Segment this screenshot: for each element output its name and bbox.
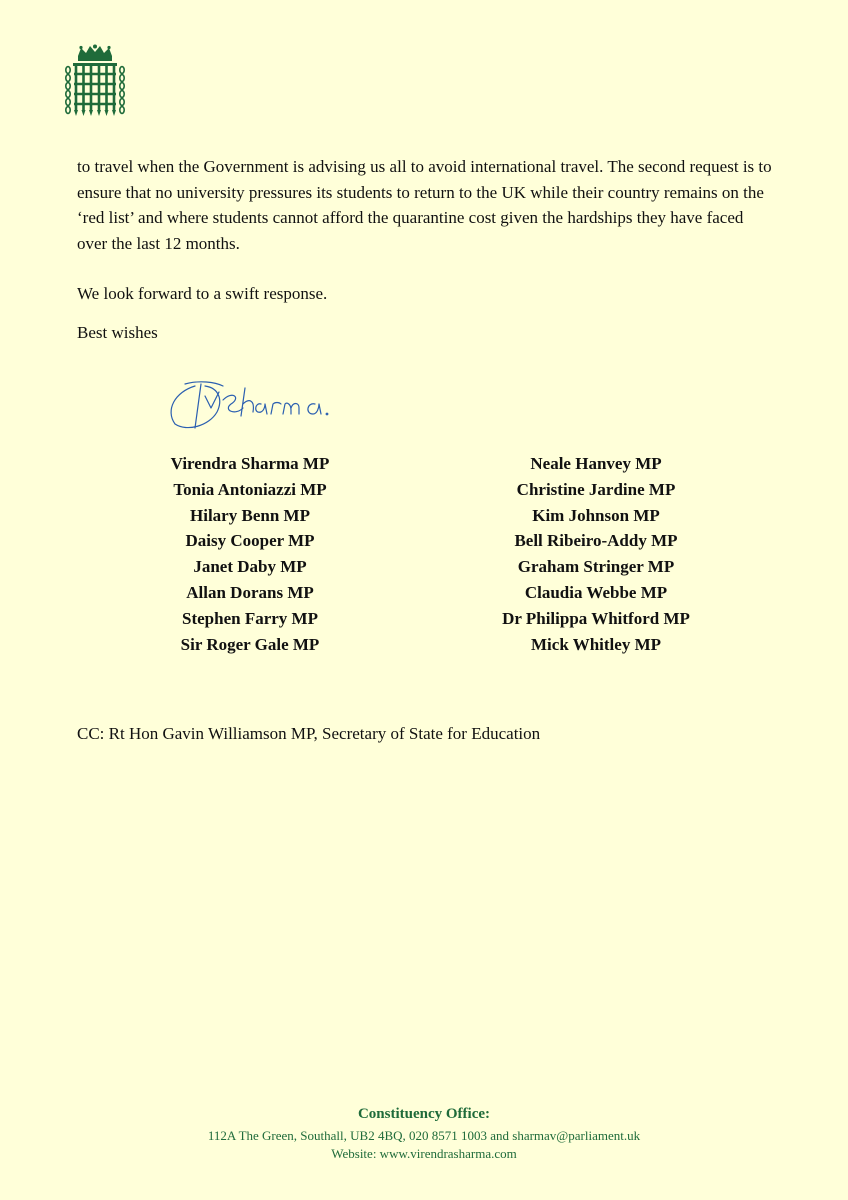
cc-line: CC: Rt Hon Gavin Williamson MP, Secretary of State for Education: [77, 724, 541, 743]
signatory-name: Kim Johnson MP: [532, 505, 660, 525]
footer-address: 112A The Green, Southall, UB2 4BQ, 020 8571 1003 and sharmav@parliament.uk: [207, 1128, 641, 1143]
signatory-name: Neale Hanvey MP: [530, 454, 662, 473]
signatory-name: Daisy Cooper MP: [185, 531, 315, 551]
signatory-name: Bell Ribeiro-Addy MP: [514, 531, 678, 551]
signatory-name: Dr Philippa Whitford MP: [502, 608, 690, 628]
salutation: Best wishes: [77, 323, 158, 342]
footer-heading: Constituency Office:: [357, 1106, 491, 1122]
signatory-name: Stephen Farry MP: [182, 608, 318, 628]
closing-line: We look forward to a swift response.: [77, 284, 328, 303]
signatory-name: Christine Jardine MP: [516, 479, 676, 499]
footer-website: Website: www.virendrasharma.com: [331, 1146, 517, 1161]
signatory-name: Graham Stringer MP: [517, 557, 675, 577]
signatory-name: Tonia Antoniazzi MP: [173, 479, 327, 499]
portcullis-crown-icon: [64, 44, 126, 118]
signatory-name: Sir Roger Gale MP: [180, 634, 320, 654]
handwritten-signature: [165, 374, 350, 434]
signatory-name: Mick Whitley MP: [531, 634, 661, 654]
signatory-name: Hilary Benn MP: [190, 505, 310, 525]
signatory-name: Claudia Webbe MP: [524, 582, 668, 602]
body-paragraph: to travel when the Government is advising us all to avoid international travel. The second request is to ensure that no university pressures its students to return to the UK while their country remains on the ‘red list’ and where students cannot afford the quarantine cost given the hardships they have faced over the last 12 months.: [77, 157, 772, 253]
signatory-name: Janet Daby MP: [193, 557, 307, 577]
signatories-left-column: [140, 451, 360, 657]
signatories-right-column: [476, 451, 716, 657]
signatory-name: Virendra Sharma MP: [170, 454, 330, 473]
signatory-name: Allan Dorans MP: [186, 582, 314, 602]
